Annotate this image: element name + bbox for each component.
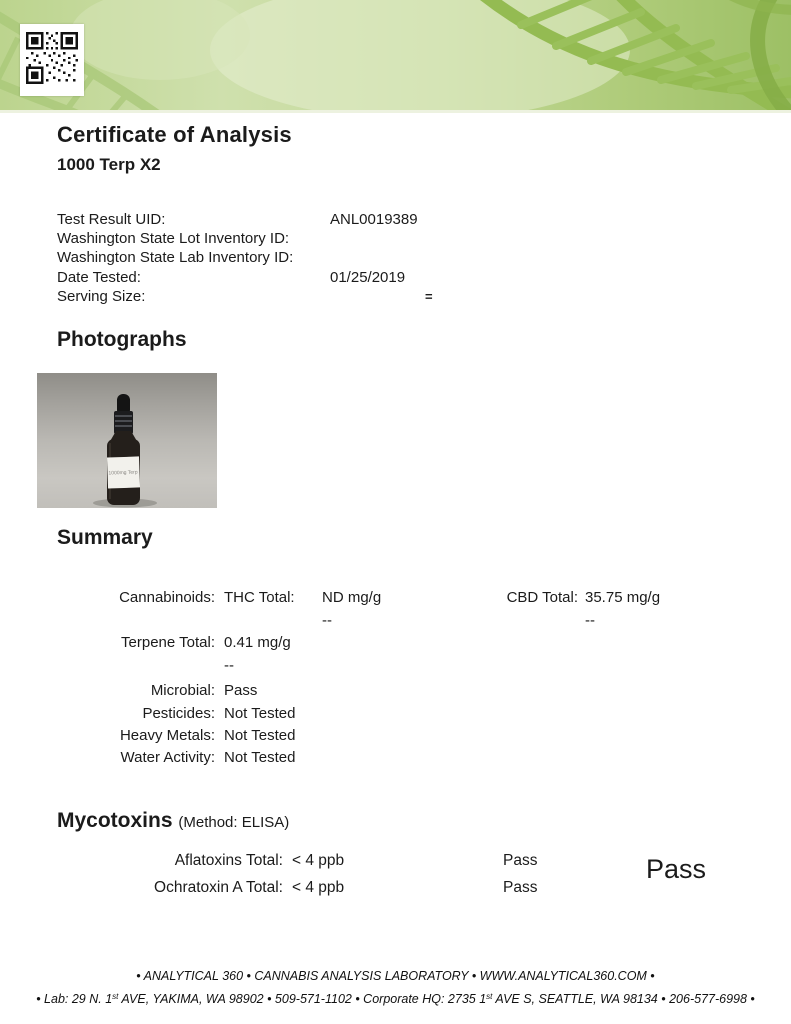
footer-superscript: st (486, 992, 493, 1001)
detail-value: 01/25/2019 (330, 269, 406, 286)
detail-row-serving-size (57, 288, 433, 305)
footer-line1: • ANALYTICAL 360 • CANNABIS ANALYSIS LABORATORY • WWW.ANALYTICAL360.COM • (136, 969, 655, 983)
summary-heading: Summary (57, 526, 153, 549)
product-name: 1000 Terp X2 (57, 155, 161, 174)
footer-line2-part1: • Lab: 29 N. 1 (36, 992, 113, 1006)
dna-helix-illustration (0, 0, 791, 110)
terpene-total-label: Terpene Total: (121, 634, 215, 651)
page-title: Certificate of Analysis (57, 122, 292, 147)
footer-line2-part2: AVE, YAKIMA, WA 98902 • 509-571-1102 • Corporate HQ: 2735 1 (118, 992, 487, 1006)
dna-banner (0, 0, 791, 110)
terpene-total-sub: -- (224, 657, 234, 674)
thc-total-value: ND mg/g (322, 589, 382, 606)
water-activity-label: Water Activity: (120, 749, 215, 766)
detail-row-date-tested (57, 269, 406, 286)
thc-total-label: THC Total: (224, 589, 295, 606)
ochratoxin-label: Ochratoxin A Total: (154, 879, 283, 896)
detail-row-lab-inventory-id (57, 249, 293, 266)
detail-label: Washington State Lab Inventory ID: (57, 249, 294, 266)
cannabinoids-label: Cannabinoids: (119, 589, 215, 606)
mycotoxins-heading (57, 809, 289, 833)
photographs-heading: Photographs (57, 328, 187, 351)
microbial-value: Pass (224, 682, 258, 699)
detail-label: Test Result UID: (57, 211, 166, 228)
thc-total-sub: -- (322, 612, 332, 629)
heavy-metals-label: Heavy Metals: (119, 727, 215, 744)
qr-code-pattern (26, 32, 78, 84)
footer-superscript: st (112, 992, 119, 1001)
cbd-total-sub: -- (585, 612, 595, 629)
mycotoxins-method: (Method: ELISA) (178, 814, 290, 831)
mycotoxins-heading-text: Mycotoxins (57, 809, 173, 832)
footer-line2-part3: AVE S, SEATTLE, WA 98134 • 206-577-6998 • (492, 992, 755, 1006)
aflatoxins-value: < 4 ppb (292, 852, 345, 869)
detail-label: Serving Size: (57, 288, 146, 305)
detail-label: Washington State Lot Inventory ID: (57, 230, 290, 247)
dropper-bottle-illustration (37, 373, 217, 508)
cbd-total-label: CBD Total: (506, 589, 578, 606)
ochratoxin-value: < 4 ppb (292, 879, 345, 896)
qr-code (20, 24, 84, 96)
water-activity-value: Not Tested (224, 749, 296, 766)
pesticides-label: Pesticides: (142, 705, 215, 722)
heavy-metals-value: Not Tested (224, 727, 296, 744)
terpene-total-value: 0.41 mg/g (224, 634, 291, 651)
detail-label: Date Tested: (57, 269, 141, 286)
bottle-label-text: 1000mg Terp (108, 469, 138, 477)
equals-sign: = (425, 289, 433, 304)
pesticides-value: Not Tested (224, 705, 296, 722)
footer-line2 (0, 992, 791, 1006)
mycotoxins-overall-status: Pass (646, 854, 707, 884)
banner-divider (0, 110, 791, 113)
ochratoxin-status: Pass (503, 879, 538, 896)
product-photo (37, 373, 217, 508)
cbd-total-value: 35.75 mg/g (585, 589, 661, 606)
aflatoxins-status: Pass (503, 852, 538, 869)
detail-value: ANL0019389 (330, 211, 418, 228)
detail-row-test-result-uid (57, 211, 418, 228)
microbial-label: Microbial: (150, 682, 215, 699)
detail-row-lot-inventory-id (57, 230, 289, 247)
aflatoxins-label: Aflatoxins Total: (174, 852, 283, 869)
